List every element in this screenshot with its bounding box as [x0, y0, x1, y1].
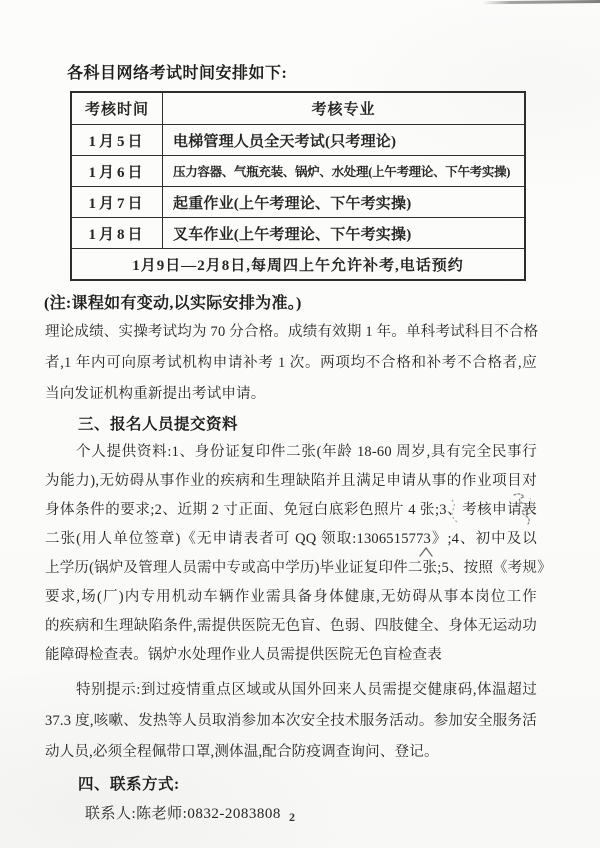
table-header-row [71, 92, 525, 125]
schedule-note: (注:课程如有变动,以实际安排为准。) [44, 295, 302, 312]
paragraph-line: 特别提示:到过疫情重点区域或从国外回来人员需提交健康码,体温超过 [76, 682, 537, 698]
paragraph-line: 理论成绩、实操考试均为 70 分合格。成绩有效期 1 年。单科考试科目不合格 [45, 324, 539, 340]
table-row [71, 156, 525, 187]
table-header-time: 考核时间 [71, 92, 163, 125]
table-row [71, 125, 525, 156]
makeup-exam-info: 1月9日—2月8日,每周四上午允许补考,电话预约 [71, 249, 525, 281]
intro-heading: 各科目网络考试时间安排如下: [67, 65, 288, 82]
paragraph-line: 动人员,必须全程佩带口罩,测体温,配合防疫调查询问、登记。 [45, 744, 439, 760]
paragraph-line: 身体条件的要求;2、近期 2 寸正面、免冠白底彩色照片 4 张;3、考核申请表 [45, 502, 537, 518]
paragraph-line: 上学历(锅炉及管理人员需中专或高中学历)毕业证复印件二张;5、按照《考规》 [45, 560, 552, 576]
paragraph-line: 37.3 度,咳嗽、发热等人员取消参加本次安全技术服务活动。参加安全服务活 [45, 713, 537, 729]
section4-heading: 四、联系方式: [78, 776, 180, 793]
paragraph-line: 能障碍检查表。锅炉水处理作业人员需提供医院无色盲检查表 [45, 647, 442, 663]
paragraph-line: 者,1 年内可向原考试机构申请补考 1 次。两项均不合格和补考不合格者,应 [45, 355, 537, 371]
exam-date: 1月5日 [71, 125, 163, 156]
results-paragraph [45, 317, 537, 410]
table-row [71, 187, 525, 218]
table-row-makeup [71, 249, 525, 281]
exam-date: 1月6日 [71, 156, 163, 187]
exam-subject: 叉车作业(上午考理论、下午考实操) [163, 218, 526, 249]
paragraph-line: 要求,场(厂)内专用机动车辆作业需具备身体健康,无妨碍从事本岗位工作 [45, 589, 537, 605]
materials-paragraph [45, 438, 552, 670]
exam-subject: 起重作业(上午考理论、下午考实操) [163, 187, 526, 218]
table-row [71, 218, 525, 249]
table-header-subject: 考核专业 [163, 92, 526, 125]
paragraph-line: 二张(用人单位签章)《无申请表者可 QQ 领取:1306515773》;4、初中及以 [45, 531, 537, 547]
exam-subject: 电梯管理人员全天考试(只考理论) [163, 125, 526, 156]
contact-line: 联系人:陈老师:0832-2083808 [85, 806, 281, 822]
page-number: 2 [289, 810, 295, 824]
paragraph-line: 个人提供资料:1、身份证复印件二张(年龄 18-60 周岁,具有完全民事行 [76, 444, 537, 460]
paragraph-line: 的疾病和生理缺陷条件,需提供医院无色盲、色弱、四肢健全、身体无运动功 [45, 618, 537, 634]
section3-heading: 三、报名人员提交资料 [78, 416, 239, 433]
paragraph-line: 为能力),无妨碍从事作业的疾病和生理缺陷并且满足申请从事的作业项目对 [45, 473, 537, 489]
exam-schedule-table [70, 91, 526, 281]
exam-date: 1月7日 [71, 187, 163, 218]
paragraph-line: 当向发证机构重新提出考试申请。 [45, 386, 266, 402]
special-notice-paragraph [45, 675, 537, 768]
exam-date: 1月8日 [71, 218, 163, 249]
exam-subject: 压力容器、气瓶充装、锅炉、水处理(上午考理论、下午考实操) [163, 156, 526, 187]
